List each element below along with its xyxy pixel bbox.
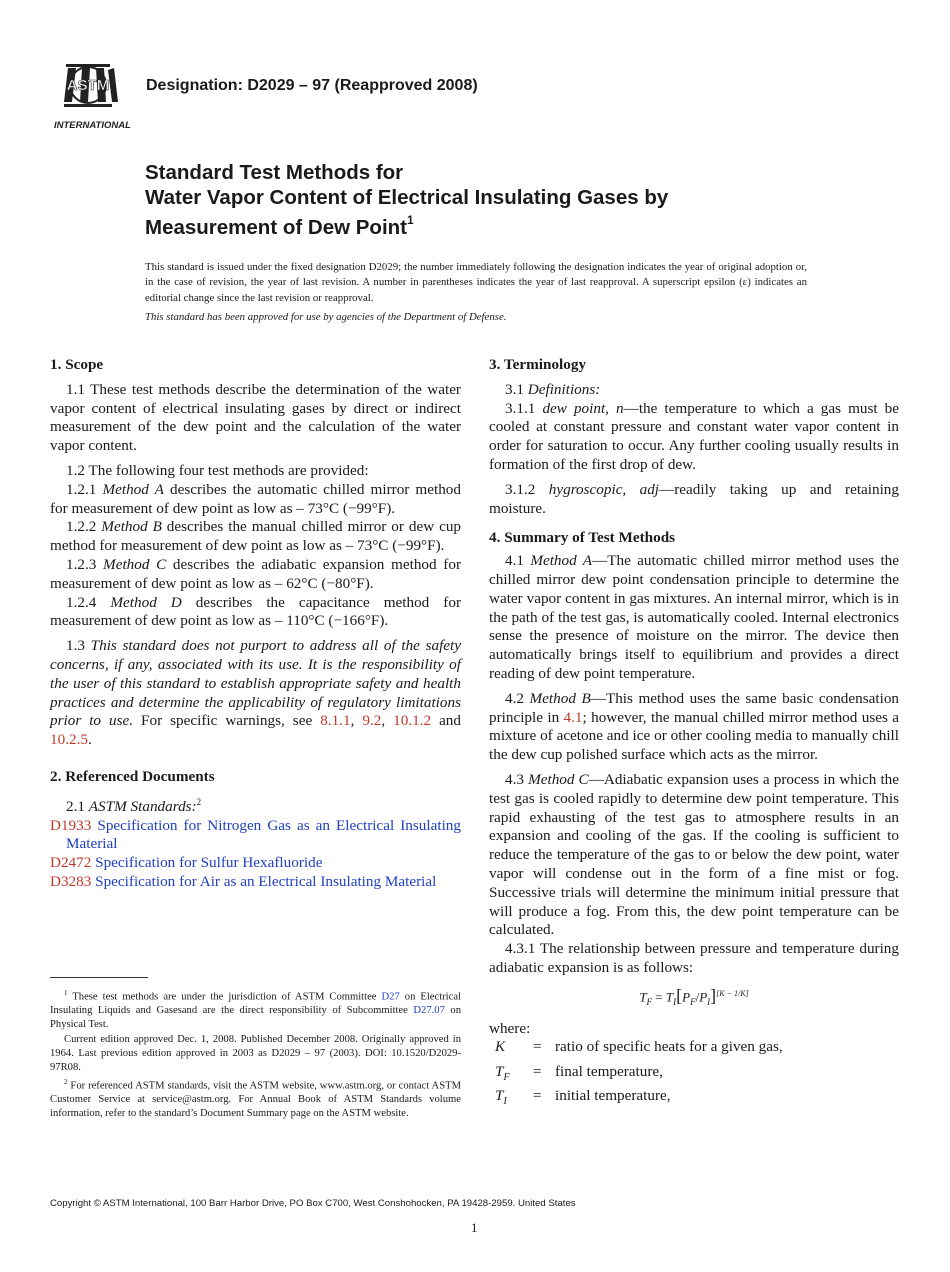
- footnote-1-edition: Current edition approved Dec. 1, 2008. Published December 2008. Originally approved in 1964. Last previous edition approved in 2003 as D2029 – 97 (2003). DOI: 10.1520/D2029-97R08.: [50, 1034, 461, 1073]
- def-hygroscopic: —readily taking up and retaining moisture.: [489, 480, 899, 517]
- safety-statement: This standard does not purport to address all of the safety concerns, if any, associated with its use. It is the responsibility of the user of this standard to establish appropriate safety and health practices and determine the applicability of regulatory limitations prior to use.: [50, 637, 462, 730]
- footnote-2-mark-bottom: 2: [64, 1078, 68, 1087]
- link-10-2-5[interactable]: 10.2.5: [50, 731, 88, 749]
- reference-item[interactable]: [50, 854, 461, 873]
- variable-row: [489, 1063, 899, 1087]
- formula-divide: /: [695, 989, 700, 1005]
- variable-equals: =: [533, 1086, 542, 1104]
- warn-and: and: [431, 712, 461, 730]
- para-1-2-4-text: describes the capacitance method for measurement of dew point as low as – 110°C (−166°F).: [50, 593, 461, 630]
- method-b-summary-label: Method B: [529, 689, 591, 707]
- variable-description: ratio of specific heats for a given gas,: [555, 1038, 783, 1056]
- warnings-lead: For specific warnings, see: [133, 712, 321, 730]
- astm-logo: [52, 58, 136, 132]
- formula-tf-sub: F: [646, 996, 653, 1007]
- symbol-sub: I: [503, 1095, 507, 1107]
- logo-subtext: INTERNATIONAL: [54, 120, 131, 131]
- para-4-2-text-a: —This method uses the same basic condensation principle in: [489, 689, 900, 726]
- footnote-1-text-a: These test methods are under the jurisdiction of ASTM Committee: [67, 991, 382, 1003]
- variable-description: initial temperature,: [555, 1086, 671, 1104]
- def-dew-point: —the temperature to which a gas must be cooled at constant pressure and constant water vapor content in order for saturation to occur. Any further cooling usually results in formation of the first drop of dew.: [489, 399, 900, 473]
- para-1-2-2-text: describes the manual chilled mirror or dew cup method for measurement of dew point as low as – 73°C (−99°F).: [50, 518, 462, 555]
- preamble: This standard is issued under the fixed designation D2029; the number immediately following the designation indicates the year of original adoption or, in the case of revision, the year of last revision. A number in parentheses indicates the year of last reapproval. A superscript epsilon (ε) indicates an editorial change since the last revision or reapproval.: [145, 261, 807, 304]
- link-8-1-1[interactable]: 8.1.1: [320, 712, 351, 730]
- symbol-sub: F: [503, 1071, 510, 1083]
- footnotes: [50, 987, 461, 1122]
- footnote-divider: [50, 977, 148, 978]
- where-label: where:: [489, 1019, 531, 1037]
- para-1-2-4-num: 1.2.4: [66, 593, 97, 611]
- para-1-2-2: [50, 518, 461, 556]
- formula-bracket-close: ]: [710, 985, 717, 1006]
- para-4-3-text: —Adiabatic expansion uses a process in which the test gas is cooled rapidly to determine dew point temperature. This rapid exhausting of the test gas to atmosphere results in an expansion and cooling of the gas. If the cooling is sufficient to reduce the temperature of the gas to or below the dew point, water vapor will condense out in the form of a fine mist or fog. Successive trials will determine the minimum initial pressure that will produce a fog. From this, the dew point temperature can be calculated.: [489, 770, 900, 939]
- para-4-1: [489, 552, 899, 684]
- para-1-2: 1.2 The following four test methods are provided:: [66, 461, 369, 479]
- para-4-2: [489, 690, 899, 765]
- title-line-3-text: Measurement of Dew Point: [145, 215, 407, 239]
- term-hygroscopic: hygroscopic, adj: [548, 480, 660, 498]
- method-c-summary-label: Method C: [528, 770, 589, 788]
- designation: Designation: D2029 – 97 (Reapproved 2008): [146, 77, 478, 94]
- para-1-1: 1.1 These test methods describe the determination of the water vapor content of electrical insulating gases by direct or indirect measurement of the dew point and the calculation of the water vapor content.: [50, 380, 461, 455]
- reference-title[interactable]: Specification for Air as an Electrical Insulating Material: [91, 872, 437, 890]
- para-4-2-text-b: ; however, the manual chilled mirror method uses a mixture of acetone and ice or other cooling media to manually chill the dew cup polished surface which acts as the mirror.: [489, 708, 899, 764]
- formula-ti: T: [665, 989, 674, 1005]
- referenced-documents-heading: 2. Referenced Documents: [50, 767, 215, 785]
- title-line-1: Standard Test Methods for: [145, 161, 404, 184]
- warn-sep: ,: [350, 712, 363, 730]
- formula-pf-sub: F: [690, 996, 696, 1007]
- terminology-heading: 3. Terminology: [489, 356, 587, 373]
- definitions-label: Definitions:: [527, 380, 601, 398]
- variable-symbol: [489, 1038, 533, 1062]
- logo-text: ASTM: [66, 77, 110, 94]
- para-3-1-2-num: 3.1.2: [505, 480, 536, 498]
- para-4-3: [489, 771, 899, 940]
- link-d27-07[interactable]: D27.07: [413, 1005, 445, 1017]
- astm-logo-icon: [52, 58, 136, 132]
- method-a-summary-label: Method A: [530, 552, 593, 570]
- para-1-2-4: [50, 594, 461, 632]
- para-4-1-text: —The automatic chilled mirror method uses the chilled mirror dew point condensation principle to determine the water vapor content in gas mixtures. An internal mirror, which is in the path of the test gas, is automatically cooled. Internal electronics sense the presence of moisture on the mirror. The device then automatically brings itself to equilibrium and provides a direct reading of dew point temperature.: [489, 552, 900, 682]
- dod-approval-note: This standard has been approved for use by agencies of the Department of Defense.: [145, 311, 507, 323]
- method-a-label: Method A: [102, 480, 164, 498]
- adiabatic-formula: [489, 984, 899, 1012]
- symbol-k: K: [495, 1038, 506, 1056]
- para-1-2-3-num: 1.2.3: [66, 555, 97, 573]
- title-line-2: Water Vapor Content of Electrical Insulating Gases by: [145, 186, 669, 209]
- document-title: [145, 160, 865, 240]
- para-1-2-3-text: describes the adiabatic expansion method for measurement of dew point as low as – 62°C (−80°F).: [50, 555, 461, 592]
- variable-symbol: [489, 1087, 533, 1111]
- term-dew-point: dew point, n: [542, 399, 624, 417]
- reference-item[interactable]: [50, 873, 461, 892]
- formula-pi: P: [699, 989, 708, 1005]
- para-3-1-1-num: 3.1.1: [505, 399, 536, 417]
- formula-tf: T: [639, 989, 647, 1005]
- footnote-2-mark[interactable]: 2: [196, 796, 202, 807]
- symbol-t: T: [495, 1062, 504, 1080]
- para-1-2-2-num: 1.2.2: [66, 518, 97, 536]
- para-1-2-1-num: 1.2.1: [66, 480, 97, 498]
- footnote-1-mark: 1: [64, 989, 68, 997]
- footnote-2: [50, 1076, 461, 1120]
- variable-equals: =: [533, 1062, 542, 1080]
- method-d-label: Method D: [110, 593, 182, 611]
- para-4-1-num: 4.1: [505, 552, 524, 570]
- para-2-1-num: 2.1: [66, 797, 85, 815]
- para-1-2-1: [50, 481, 461, 519]
- footnote-1: [50, 987, 461, 1031]
- title-line-3: [145, 210, 865, 240]
- para-4-3-1: 4.3.1 The relationship between pressure and temperature during adiabatic expansion is as follows:: [489, 940, 899, 976]
- link-4-1[interactable]: 4.1: [563, 708, 583, 726]
- para-1-2-3: [50, 556, 461, 594]
- para-3-1-num: 3.1: [505, 380, 524, 398]
- formula-bracket-open: [: [676, 985, 683, 1006]
- warn-sep: ,: [381, 712, 394, 730]
- reference-code[interactable]: D3283: [50, 872, 92, 890]
- astm-standards-label: ASTM Standards:: [88, 797, 197, 815]
- para-1-2-1-text: describes the automatic chilled mirror method for measurement of dew point as low as – 73°C (−99°F).: [50, 480, 461, 517]
- right-column: [489, 356, 899, 1111]
- formula-equals: =: [652, 989, 666, 1005]
- footnote-2-text: For referenced ASTM standards, visit the ASTM website, www.astm.org, or contact ASTM Customer Service at service@astm.org. For Annual Book of ASTM Standards volume information, refer to the standard’s Document Summary page on the ASTM website.: [50, 1080, 461, 1119]
- variable-equals: =: [533, 1038, 542, 1056]
- page-number: 1: [471, 1220, 478, 1235]
- para-3-1-2: [489, 481, 899, 519]
- reference-item[interactable]: [50, 817, 461, 855]
- reference-title[interactable]: Specification for Nitrogen Gas as an Electrical Insulating Material: [66, 816, 461, 853]
- title-footnote-mark[interactable]: 1: [407, 213, 414, 227]
- para-2-1: [50, 793, 461, 817]
- link-10-1-2[interactable]: 10.1.2: [393, 712, 432, 730]
- variable-row: [489, 1038, 899, 1062]
- para-1-3-num: 1.3: [66, 637, 85, 655]
- para-1-3: [50, 637, 461, 750]
- method-c-label: Method C: [103, 555, 167, 573]
- summary-heading: 4. Summary of Test Methods: [489, 529, 676, 547]
- para-3-1: [489, 381, 899, 400]
- variable-row: [489, 1087, 899, 1111]
- para-3-1-1: [489, 400, 899, 475]
- symbol-t: T: [495, 1086, 504, 1104]
- scope-heading: 1. Scope: [50, 356, 104, 373]
- link-9-2[interactable]: 9.2: [362, 712, 382, 730]
- copyright-notice: Copyright © ASTM International, 100 Barr Harbor Drive, PO Box C700, West Conshohocken, PA 19428-2959. United States: [50, 1198, 576, 1209]
- variable-description: final temperature,: [555, 1062, 663, 1080]
- reference-code[interactable]: D2472: [50, 854, 92, 872]
- para-4-3-num: 4.3: [505, 770, 524, 788]
- reference-code[interactable]: D1933: [50, 816, 92, 834]
- warn-end: .: [87, 731, 92, 749]
- method-b-label: Method B: [101, 518, 162, 536]
- left-column: [50, 356, 461, 892]
- formula-pf: P: [682, 989, 691, 1005]
- formula-exponent: [K − 1/K]: [716, 988, 749, 998]
- footnote-1-text-c: on Physical Test.: [50, 1005, 461, 1030]
- variable-symbol: [489, 1063, 533, 1087]
- para-4-2-num: 4.2: [505, 689, 524, 707]
- formula-ti-sub: I: [673, 996, 677, 1007]
- formula-pi-sub: I: [707, 996, 711, 1007]
- footnote-1-text-b: on Electrical Insulating Liquids and Gasesand are the direct responsibility of Subcommittee: [50, 991, 461, 1017]
- reference-title[interactable]: Specification for Sulfur Hexafluoride: [91, 854, 323, 872]
- link-d27[interactable]: D27: [381, 991, 400, 1003]
